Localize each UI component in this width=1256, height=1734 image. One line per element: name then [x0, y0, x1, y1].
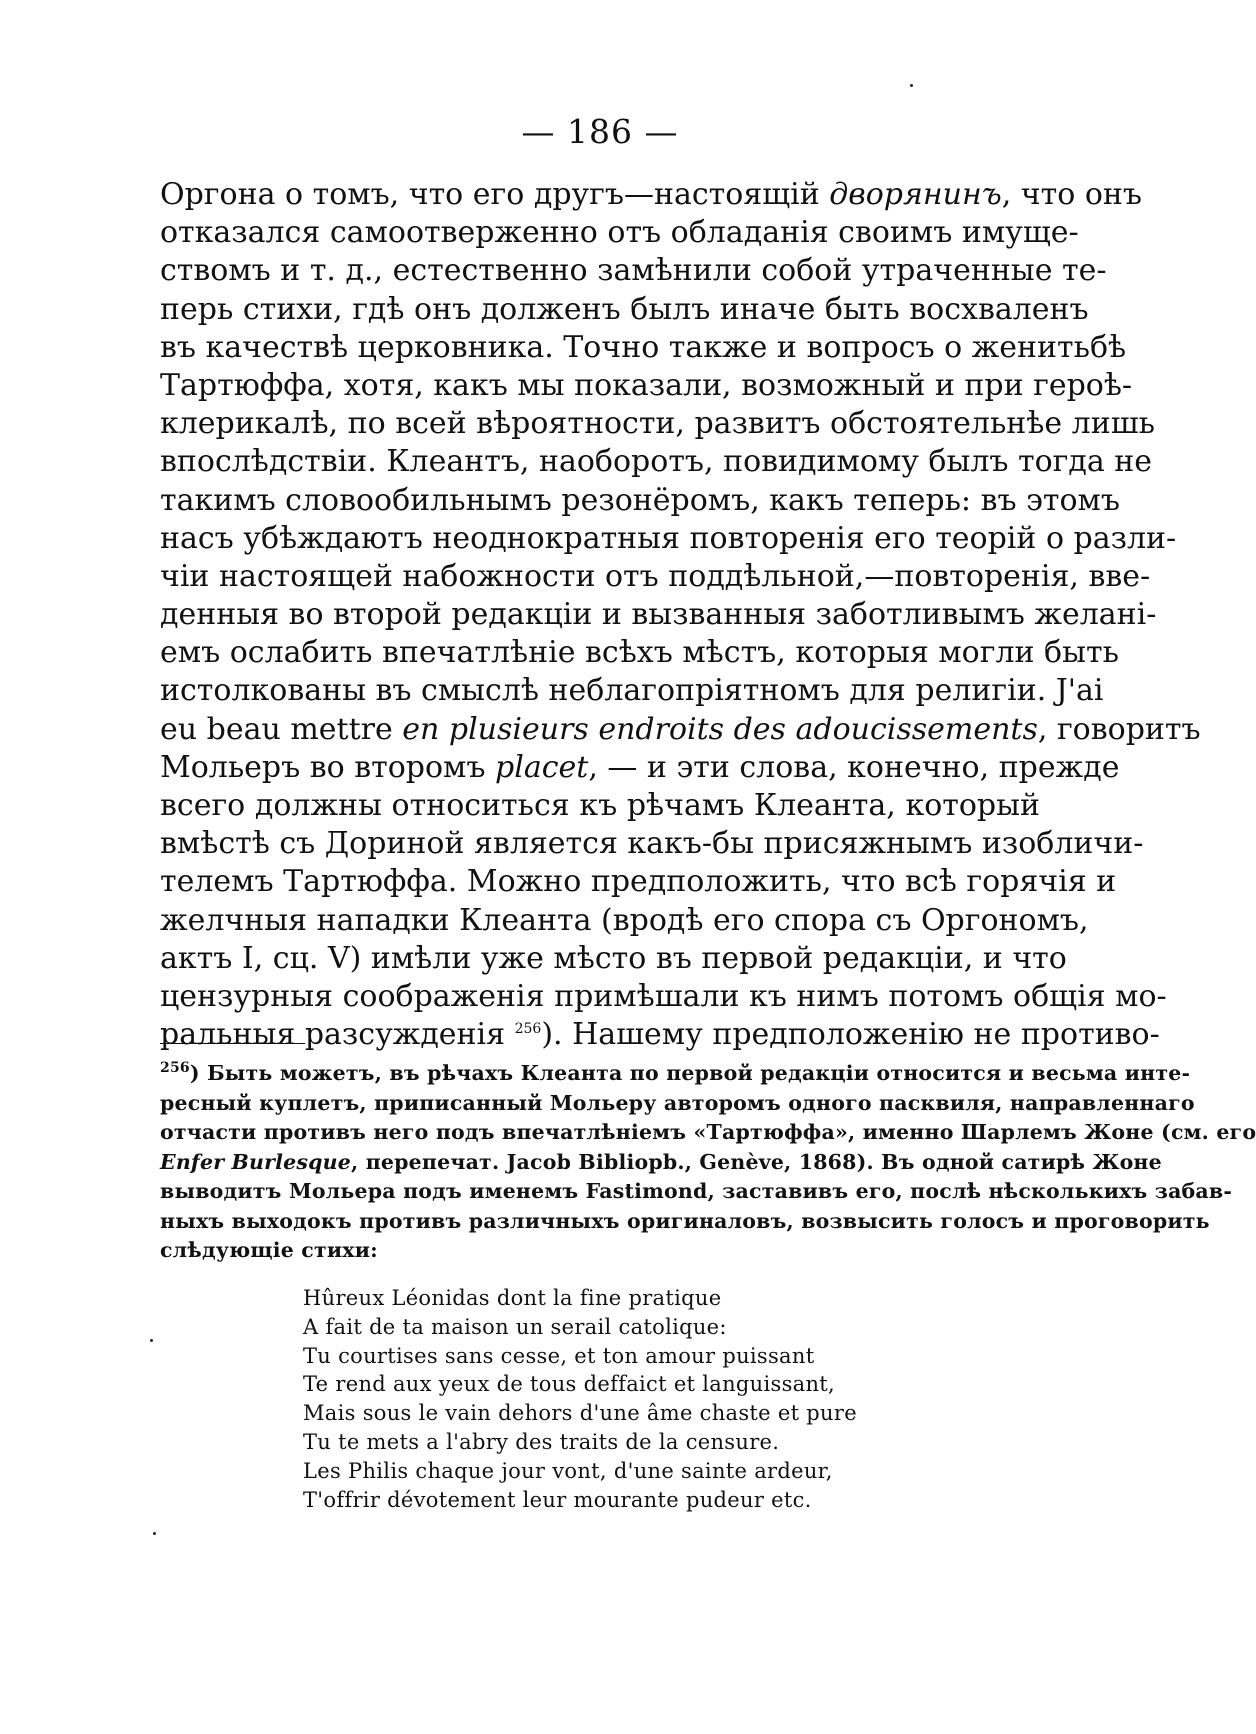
- text-line: цензурныя соображенія примѣшали къ нимъ потомъ общія мо-: [160, 978, 1167, 1014]
- text-line: емъ ослабить впечатлѣніе всѣхъ мѣстъ, которыя могли быть: [160, 635, 1119, 671]
- footnote-line: Enfer Burlesque, перепечат. Jacob Bibliopb., Genève, 1868). Въ одной сатирѣ Жоне: [160, 1149, 1162, 1174]
- text-line: ствомъ и т. д., естественно замѣнили собой утраченные те-: [160, 253, 1107, 289]
- italic-phrase: дворянинъ: [829, 177, 1002, 212]
- text-line: eu beau mettre en plusieurs endroits des adoucissements, говоритъ: [160, 711, 1201, 747]
- text-line: желчныя нападки Клеанта (вродѣ его спора съ Оргономъ,: [160, 902, 1089, 938]
- verse-line: A fait de ta maison un serail catolique:: [303, 1314, 727, 1339]
- verse-line: Te rend aux yeux de tous deffaict et languissant,: [303, 1372, 836, 1397]
- verse-line: T'offrir dévotement leur mourante pudeur etc.: [303, 1487, 812, 1512]
- quoted-verse: [303, 1284, 903, 1514]
- footnote-line: отчасти противъ него подъ впечатлѣніемъ «Тартюффа», именно Шарлемъ Жоне (см. его: [160, 1120, 1256, 1144]
- print-speck: [153, 1532, 156, 1535]
- footnote-line: ныхъ выходокъ противъ различныхъ оригиналовъ, возвысить голосъ и проговорить: [160, 1208, 1210, 1233]
- footnote-separator: [160, 1043, 305, 1044]
- text-line: въ качествѣ церковника. Точно также и вопросъ о женитьбѣ: [160, 329, 1127, 365]
- italic-phrase: en plusieurs endroits des adoucissements: [402, 711, 1038, 747]
- footnote-line: выводитъ Мольера подъ именемъ Fastimond, заставивъ его, послѣ нѣсколькихъ забав-: [160, 1179, 1233, 1203]
- text-line: Мольеръ во второмъ placet, — и эти слова, конечно, прежде: [160, 749, 1120, 785]
- text-line: насъ убѣждаютъ неоднократныя повторенія его теорій о разли-: [160, 520, 1177, 556]
- footnote-marker: 256: [160, 1060, 190, 1077]
- text-line: чіи настоящей набожности отъ поддѣльной,—повторенія, вве-: [160, 558, 1151, 594]
- text-line: всего должны относиться къ рѣчамъ Клеанта, который: [160, 788, 1040, 823]
- verse-line: Hûreux Léonidas dont la fine pratique: [303, 1286, 722, 1310]
- text-line: ральныя разсужденія $^{256}$). Нашему предположенію не противо-: [160, 1017, 1160, 1053]
- text-line: такимъ словообильнымъ резонёромъ, какъ теперь: въ этомъ: [160, 482, 1120, 518]
- footnote-marker: 256: [514, 1021, 542, 1038]
- text-line: телемъ Тартюффа. Можно предположить, что всѣ горячія и: [160, 864, 1117, 900]
- text-line: Тартюффа, хотя, какъ мы показали, возможный и при героѣ-: [160, 367, 1133, 403]
- verse-line: Mais sous le vain dehors d'une âme chaste et pure: [303, 1401, 857, 1426]
- verse-line: Tu te mets a l'abry des traits de la censure.: [303, 1429, 780, 1454]
- text-line: денныя во второй редакціи и вызванныя заботливымъ желані-: [160, 597, 1157, 633]
- italic-phrase: Enfer Burlesque: [160, 1149, 352, 1174]
- text-line: отказался самоотверженно отъ обладанія своимъ имуще-: [160, 215, 1079, 251]
- verse-line: Les Philis chaque jour vont, d'une sainte ardeur,: [303, 1458, 833, 1483]
- text-line: впослѣдствіи. Клеантъ, наоборотъ, повидимому былъ тогда не: [160, 444, 1153, 480]
- text-line: клерикалѣ, по всей вѣроятности, развитъ обстоятельнѣе лишь: [160, 406, 1155, 442]
- text-line: истолкованы въ смыслѣ неблагопріятномъ для религіи. J'ai: [160, 673, 1104, 709]
- text-line: Оргона о томъ, что его другъ—настоящій дворянинъ, что онъ: [160, 177, 1142, 212]
- footnote-line: слѣдующіе стихи:: [160, 1238, 378, 1262]
- main-text: [160, 176, 1201, 1054]
- footnote-256: [160, 1059, 1256, 1266]
- footnote-line: ресный куплетъ, приписанный Мольеру авторомъ одного пасквиля, направленнаго: [160, 1090, 1195, 1115]
- text-line: актъ I, сц. V) имѣли уже мѣсто въ первой редакціи, и что: [160, 940, 1067, 976]
- page-number: — 186 —: [521, 112, 679, 151]
- print-speck: [150, 1339, 153, 1342]
- print-speck: [910, 84, 913, 87]
- italic-phrase: placet: [495, 749, 589, 785]
- text-line: вмѣстѣ съ Дориной является какъ-бы присяжнымъ изобличи-: [160, 826, 1144, 862]
- footnote-line: $^{256}$) Быть можетъ, въ рѣчахъ Клеанта по первой редакціи относится и весьма инте-: [160, 1060, 1191, 1085]
- verse-line: Tu courtises sans cesse, et ton amour puissant: [303, 1343, 815, 1368]
- text-line: перь стихи, гдѣ онъ долженъ былъ иначе быть восхваленъ: [160, 291, 1089, 327]
